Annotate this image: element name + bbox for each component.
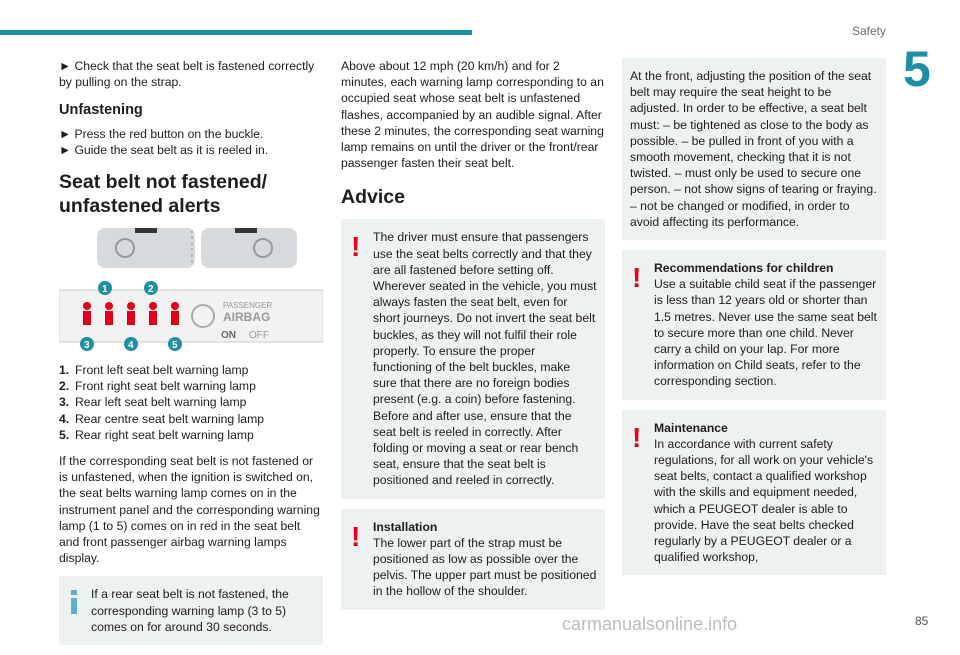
- check-instruction: ► Check that the seat belt is fastened correctly by pulling on the strap.: [59, 59, 315, 90]
- list-number: 4.: [59, 411, 70, 426]
- list-item: [59, 362, 323, 378]
- list-text: Rear left seat belt warning lamp: [75, 395, 247, 410]
- list-number: 1.: [59, 363, 70, 378]
- mirror-icon: [135, 228, 157, 233]
- installation-box: [341, 509, 605, 610]
- callout-badge-number: 1: [102, 284, 108, 296]
- warning-icon: !: [351, 520, 361, 552]
- seatbelt-lamp-icon: [171, 311, 179, 325]
- warning-icon: !: [351, 231, 361, 263]
- lamp-list: [59, 362, 323, 443]
- top-accent-bar: [0, 30, 472, 35]
- warning-icon: !: [632, 421, 642, 453]
- seatbelt-lamp-icon: [149, 311, 157, 325]
- passenger-label: PASSENGER: [223, 301, 273, 311]
- unfastening-step: ► Guide the seat belt as it is reeled in.: [59, 142, 269, 157]
- info-box: [59, 576, 323, 645]
- info-text: If a rear seat belt is not fastened, the corresponding warning lamp (3 to 5) comes on for around 30 seconds.: [91, 587, 289, 634]
- maintenance-box: [622, 410, 886, 576]
- list-text: Front left seat belt warning lamp: [75, 363, 249, 378]
- front-right-seat-view: [201, 228, 297, 268]
- seatbelt-lamp-icon: [149, 302, 157, 310]
- alerts-heading: Seat belt not fastened/ unfastened alerts: [59, 171, 268, 218]
- seatbelt-lamp-icon: [127, 302, 135, 310]
- airbag-off-label: OFF: [249, 330, 269, 342]
- maintenance-text: In accordance with current safety regulations, for all work on your vehicle's seat belts, contact a qualified workshop with the skills and equipment needed, which a PEUGEOT dealer is able to provide. Have the seat belts checked regularly by a PEUGEOT dealer or a qualified workshop,: [654, 436, 874, 565]
- installation-text: The lower part of the strap must be positioned as low as possible over the pelvis. The upper part must be positioned in the hollow of the shoulder.: [373, 535, 597, 599]
- list-item: [59, 427, 323, 443]
- list-item: [59, 378, 323, 394]
- front-left-seat-view: [97, 228, 195, 268]
- list-number: 2.: [59, 379, 70, 394]
- seatbelt-lamp-icon: [83, 311, 91, 325]
- dashboard-illustration: [59, 228, 323, 356]
- airbag-on-label: ON: [221, 330, 236, 342]
- children-text: Use a suitable child seat if the passenger is less than 12 years old or shorter than 1.5 metres. Never use the same seat belt to secure more than one child. Never carry a child on your lap. For more information on Child seats, refer to the corresponding section.: [654, 277, 877, 389]
- list-item: [59, 394, 323, 410]
- mirror-icon: [235, 228, 257, 233]
- unfastening-heading: Unfastening: [59, 102, 143, 119]
- list-number: 5.: [59, 427, 70, 442]
- seatbelt-lamp-icon: [105, 311, 113, 325]
- front-adjust-text: At the front, adjusting the position of the seat belt may require the seat height to be adjusted. In order to be effective, a seat belt must: – be tightened as close to the body as possible. – be pulled in front of you with a smooth movement, checking that it is not twisted. – must only be used to secure one person. – not show signs of tearing or fraying. – not be changed or modified, in order to avoid affecting its performance.: [630, 69, 877, 229]
- column-3: [622, 58, 886, 585]
- warning-icon: !: [632, 262, 642, 294]
- alert-paragraph: If the corresponding seat belt is not fastened or is unfastened, when the ignition is switched on, the seat belts warning lamp comes on in the instrument panel and the corresponding warning lamp (1 to 5) comes on in red in the seat belt and front passenger airbag warning lamps display.: [59, 454, 320, 566]
- list-text: Rear centre seat belt warning lamp: [75, 411, 265, 426]
- column-2: [341, 58, 605, 620]
- list-item: [59, 411, 323, 427]
- callout-badge-number: 3: [84, 340, 90, 352]
- seatbelt-lamp-icon: [171, 302, 179, 310]
- list-text: Rear right seat belt warning lamp: [75, 427, 254, 442]
- airbag-label: AIRBAG: [223, 310, 271, 325]
- column-1: [59, 58, 323, 655]
- page-number: 85: [915, 614, 929, 628]
- callout-badge-number: 4: [128, 340, 134, 352]
- installation-title: Installation: [373, 519, 438, 534]
- speed-paragraph: Above about 12 mph (20 km/h) and for 2 minutes, each warning lamp corresponding to an occupied seat whose seat belt is unfastened flashes, accompanied by an audible signal. After these 2 minutes, the corresponding seat warning lamp remains on until the driver or the front/rear passenger fasten their seat belt.: [341, 59, 604, 171]
- children-box: [622, 250, 886, 400]
- seatbelt-lamp-icon: [83, 302, 91, 310]
- maintenance-title: Maintenance: [654, 420, 728, 435]
- children-title: Recommendations for children: [654, 261, 834, 276]
- list-text: Front right seat belt warning lamp: [75, 379, 256, 394]
- info-icon: [71, 590, 77, 614]
- seatbelt-lamp-icon: [127, 311, 135, 325]
- unfastening-step: ► Press the red button on the buckle.: [59, 126, 264, 141]
- advice-text: The driver must ensure that passengers use the seat belts correctly and that they are all fastened before setting off. Wherever seated in the vehicle, you must always fasten the seat belt, even for short journeys. Do not invert the seat belt buckles, as they will not fulfil their role properly. To ensure the proper functioning of the belt buckles, make sure that there are no foreign bodies present (e.g. a coin) before fastening. Before and after use, ensure that the seat belt is reeled in correctly. After folding or moving a seat or rear bench seat, ensure that the seat belt is positioned and reeled in correctly.: [373, 230, 597, 488]
- seatbelt-lamp-icon: [105, 302, 113, 310]
- chapter-number: 5: [903, 41, 931, 97]
- callout-badge-number: 5: [172, 340, 178, 352]
- list-number: 3.: [59, 395, 70, 410]
- section-title: Safety: [852, 24, 887, 38]
- callout-badge-number: 2: [148, 284, 154, 296]
- watermark: carmanualsonline.info: [562, 614, 738, 634]
- advice-heading: Advice: [341, 186, 405, 209]
- front-adjust-box: [622, 58, 886, 240]
- advice-box: [341, 219, 605, 498]
